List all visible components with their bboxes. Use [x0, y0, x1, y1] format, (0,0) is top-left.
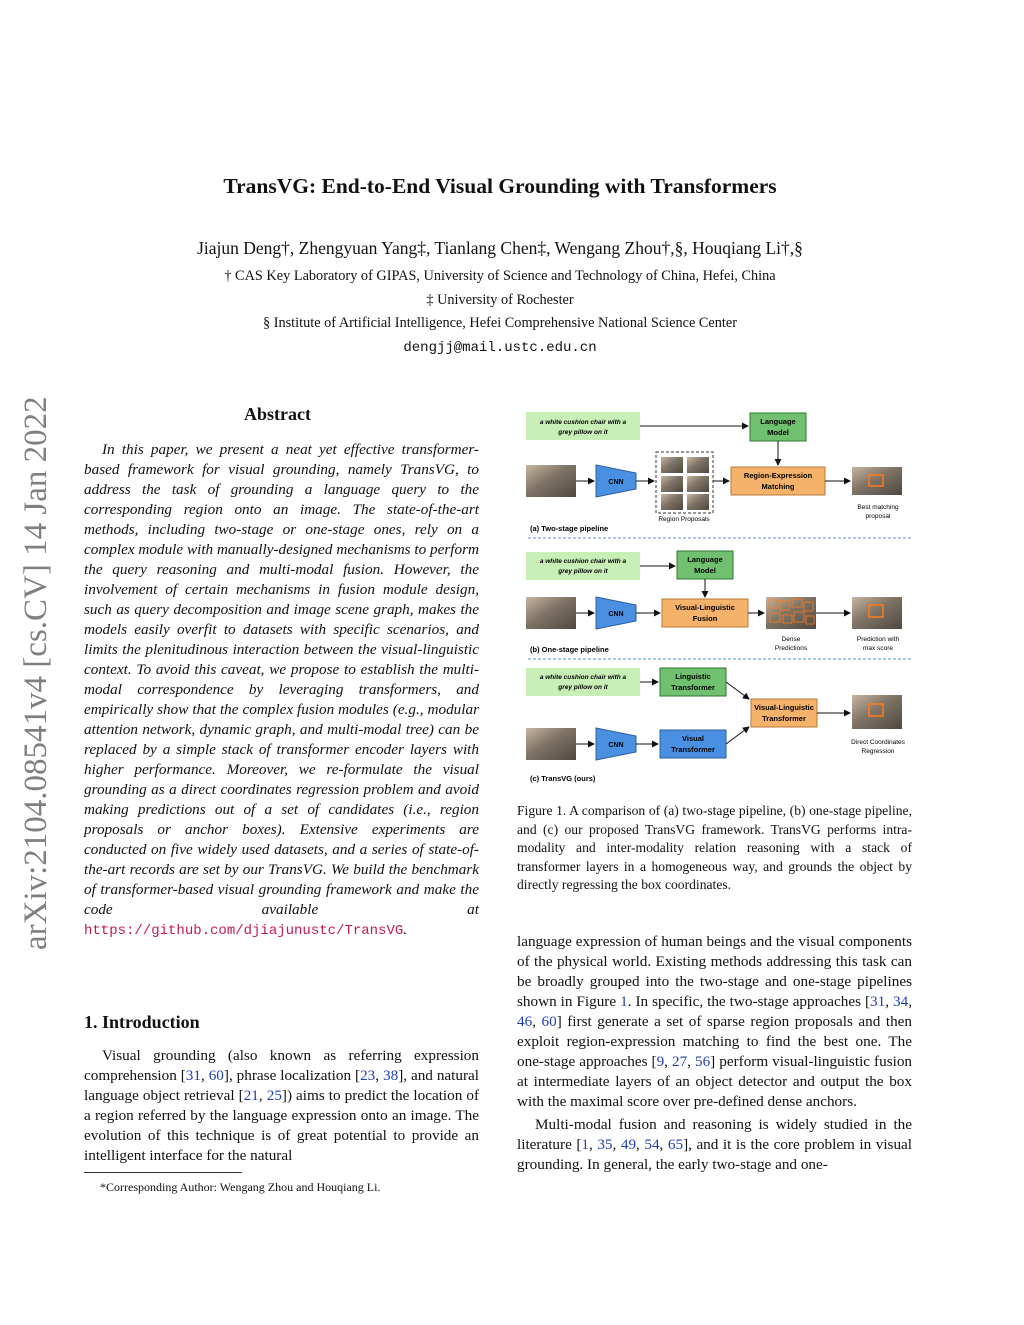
svg-text:Visual-Linguistic: Visual-Linguistic	[754, 703, 814, 712]
citation-link[interactable]: 35	[597, 1136, 613, 1153]
svg-text:Transformer: Transformer	[671, 745, 715, 754]
svg-text:Visual: Visual	[682, 734, 704, 743]
abstract-text: In this paper, we present a neat yet effective transformer-based framework for visual grounding, namely TransVG, to address the task of grounding a language query to the corresponding region onto an image. The state-of-the-art methods, including two-stage or one-stage ones, rely on a complex module with manually-designed mechanisms to perform the query reasoning and multi-modal fusion. However, the involvement of certain mechanisms in fusion module design, such as query decomposition and image scene graph, makes the models easily overfit to datasets with specific scenarios, and limits the plenitudinous interaction between the visual-linguistic context. To avoid this caveat, we propose to establish the multi-modal correspondence by leveraging transformers, and empirically show that the complex fusion modules (e.g., modular attention network, dynamic graph, and multi-modal tree) can be replaced by a simple stack of transformer encoder layers with higher performance. Moreover, we re-formulate the visual grounding as a direct coordinates regression problem and avoid making predictions out of a set of candidates (i.e., region proposals or anchor boxes). Extensive experiments are conducted on five widely used datasets, and a series of state-of-the-art records are set by our TransVG. We build the benchmark of transformer-based visual grounding framework and make the code available at	[84, 441, 479, 918]
svg-text:Regression: Regression	[861, 748, 895, 755]
author-list: Jiajun Deng†, Zhengyuan Yang‡, Tianlang Chen‡, Wengang Zhou†,§, Houqiang Li†,§	[197, 238, 803, 258]
citation-link[interactable]: 25	[266, 1087, 282, 1104]
figure-ref-link[interactable]: 1	[620, 993, 628, 1010]
region-proposals-label: Region Proposals	[658, 516, 710, 523]
footnote-rule	[84, 1172, 242, 1173]
svg-text:Matching: Matching	[761, 482, 795, 491]
svg-text:Language: Language	[687, 555, 723, 564]
citation-link[interactable]: 65	[667, 1136, 684, 1153]
svg-text:proposal: proposal	[865, 513, 891, 520]
figure-1-diagram	[524, 405, 914, 790]
svg-text:CNN: CNN	[608, 479, 624, 486]
citation-link[interactable]: 9	[656, 1053, 665, 1070]
affiliation-3: § Institute of Artificial Intelligence, Hefei Comprehensive National Science Center	[262, 315, 738, 331]
svg-text:Linguistic: Linguistic	[675, 672, 711, 681]
footnote: *Corresponding Author: Wengang Zhou and Houqiang Li.	[100, 1180, 381, 1194]
query-text: grey pillow on it	[558, 429, 608, 436]
input-image	[526, 465, 576, 497]
label-two-stage: (a) Two-stage pipeline	[530, 524, 609, 533]
intro-paragraph-1: Visual grounding (also known as referring expression comprehension [31, 60], phrase localization [23, 38], and natural language object retrieval [21, 25]) aims to predict the location of a region referred by the language expression onto an image. The evolution of this technique is of great potential to provide an intelligent interface for the natural	[84, 1047, 480, 1164]
best-match-output	[852, 467, 902, 495]
max-score-output	[852, 597, 902, 629]
affiliation-1: † CAS Key Laboratory of GIPAS, University of Science and Technology of China, Hefei, China	[224, 268, 776, 284]
paper-title: TransVG: End-to-End Visual Grounding with Transformers	[223, 174, 777, 198]
citation-link[interactable]: 21	[243, 1087, 259, 1104]
svg-text:Region-Expression: Region-Expression	[743, 471, 813, 480]
figure-caption: Figure 1. A comparison of (a) two-stage pipeline, (b) one-stage pipeline, and (c) our proposed TransVG framework. TransVG performs intra-modality and inter-modality relation reasoning with a stack of transformer layers in a homogeneous way, and grounds the object by directly regressing the box coordinates.	[517, 803, 912, 892]
citation-link[interactable]: 1	[581, 1136, 589, 1153]
citation-link[interactable]: 56	[694, 1053, 711, 1070]
svg-text:CNN: CNN	[608, 742, 624, 749]
svg-text:Fusion: Fusion	[692, 614, 718, 623]
citation-link[interactable]: 60	[541, 1013, 557, 1030]
citation-link[interactable]: 49	[620, 1136, 637, 1153]
citation-link[interactable]: 27	[671, 1053, 688, 1070]
author-email[interactable]: dengjj@mail.ustc.edu.cn	[403, 340, 597, 356]
svg-text:Predictions: Predictions	[774, 645, 808, 652]
svg-text:grey pillow on it: grey pillow on it	[558, 684, 608, 691]
citation-link[interactable]: 54	[644, 1136, 660, 1153]
citation-link[interactable]: 31	[870, 993, 886, 1010]
svg-text:Dense: Dense	[781, 636, 801, 643]
abstract-end: .	[403, 921, 408, 938]
direct-regression-output	[852, 695, 902, 729]
svg-text:max score: max score	[863, 645, 893, 652]
svg-text:Transformer: Transformer	[762, 714, 806, 723]
svg-text:Best matching: Best matching	[857, 504, 899, 511]
arxiv-identifier: arXiv:2104.08541v4 [cs.CV] 14 Jan 2022	[18, 396, 54, 950]
abstract-heading: Abstract	[244, 404, 311, 424]
svg-text:grey pillow on it: grey pillow on it	[558, 568, 608, 575]
citation-link[interactable]: 34	[893, 993, 909, 1010]
label-transvg: (c) TransVG (ours)	[530, 774, 596, 783]
svg-text:Prediction with: Prediction with	[856, 636, 900, 643]
svg-text:CNN: CNN	[608, 611, 624, 618]
abstract-body	[84, 440, 479, 941]
citation-link[interactable]: 46	[517, 1013, 533, 1030]
intro-paragraph-1-continued: language expression of human beings and the visual components of the physical world. Existing methods addressing this task can be broadly grouped into the two-stage and one-stage pipelines shown in Figure 1. In specific, the two-stage approaches [31, 34, 46, 60] first generate a set of sparse region proposals and then exploit region-expression matching to find the best one. The one-stage approaches [9, 27, 56] perform visual-linguistic fusion at intermediate layers of an object detector and output the box with the maximal score over pre-defined dense anchors. Multi-modal fusion and reasoning is widely studied in the literature [1, 35, 49, 54, 65], and it is the core problem in visual grounding. In general, the early two-stage and one-	[517, 933, 913, 1173]
code-link[interactable]: https://github.com/djiajunustc/TransVG	[84, 923, 404, 939]
svg-text:a white cushion chair with a: a white cushion chair with a	[539, 558, 627, 565]
svg-text:Direct Coordinates: Direct Coordinates	[851, 739, 905, 746]
label-one-stage: (b) One-stage pipeline	[530, 645, 609, 654]
intro-paragraph-2: Multi-modal fusion and reasoning is widely studied in the literature [1, 35, 49, 54, 65], and it is the core problem in visual grounding. In general, the early two-stage and one-	[517, 1116, 913, 1173]
citation-link[interactable]: 60	[208, 1067, 224, 1084]
svg-text:Model: Model	[694, 566, 716, 575]
svg-text:a white cushion chair with a: a white cushion chair with a	[539, 674, 627, 681]
svg-text:Visual-Linguistic: Visual-Linguistic	[675, 603, 735, 612]
svg-text:Language: Language	[760, 417, 796, 426]
introduction-heading: 1. Introduction	[84, 1012, 200, 1032]
citation-link[interactable]: 23	[360, 1067, 376, 1084]
citation-link[interactable]: 38	[383, 1067, 399, 1084]
svg-text:Transformer: Transformer	[671, 683, 715, 692]
svg-text:Model: Model	[767, 428, 789, 437]
citation-link[interactable]: 31	[185, 1067, 201, 1084]
query-text: a white cushion chair with a	[539, 419, 627, 426]
affiliation-2: ‡ University of Rochester	[426, 292, 574, 308]
